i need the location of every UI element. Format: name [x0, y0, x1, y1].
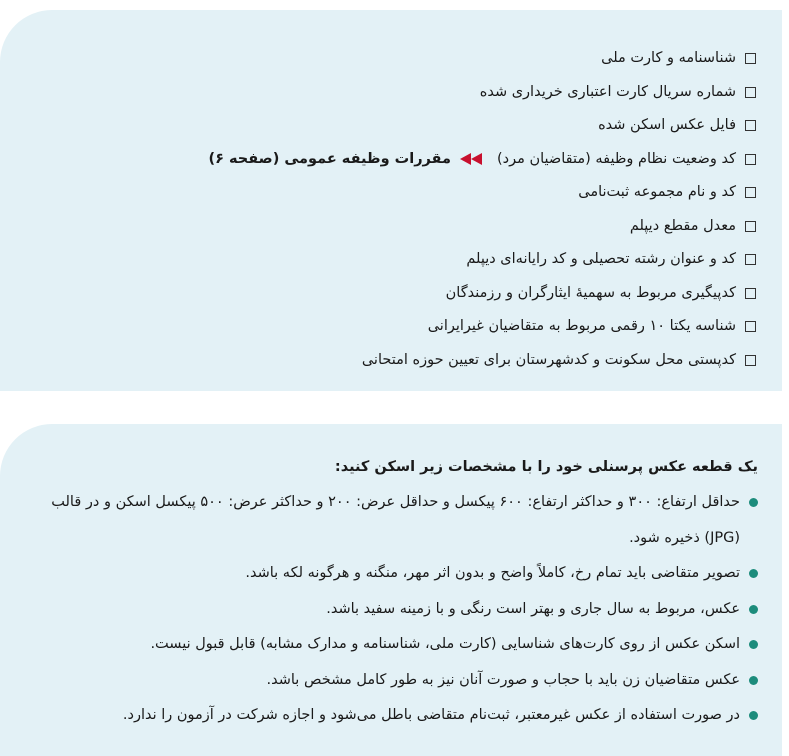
checklist-item-credit-card-serial [20, 76, 756, 110]
photo-requirement-item [20, 485, 758, 556]
photo-requirement-text: عکس متقاضیان زن باید با حجاب و صورت آنان نیز به طور کامل مشخص باشد. [266, 671, 740, 688]
military-regulations-link[interactable]: مقررات وظیفه عمومی (صفحه ۶) [208, 150, 451, 167]
checkbox[interactable] [745, 254, 756, 265]
photo-requirement-text: اسکن عکس از روی کارت‌های شناسایی (کارت ملی، شناسنامه و مدارک مشابه) قابل قبول نیست. [150, 636, 740, 652]
photo-requirement-item [20, 592, 758, 628]
bullet-dot-icon [749, 569, 758, 578]
photo-requirements-panel [0, 424, 782, 756]
checkbox[interactable] [745, 53, 756, 64]
checklist-item-diploma-gpa [20, 210, 756, 244]
photo-requirements-heading: یک قطعه عکس پرسنلی خود را با مشخصات زیر اسکن کنید: [334, 459, 758, 475]
photo-requirement-text: تصویر متقاضی باید تمام رخ، کاملاً واضح و بدون اثر مهر، منگنه و هرگونه لکه باشد. [245, 565, 740, 581]
checklist-item-field-code [20, 243, 756, 277]
bullet-dot-icon [749, 711, 758, 720]
checkbox[interactable] [745, 187, 756, 198]
checklist-item-scanned-photo [20, 109, 756, 143]
checklist-item-registration-group [20, 176, 756, 210]
photo-requirement-item [20, 698, 758, 734]
photo-requirement-item [20, 556, 758, 592]
bullet-dot-icon [749, 676, 758, 685]
checklist-item-label: شناسه یکتا ۱۰ رقمی مربوط به متقاضیان غیرایرانی [427, 318, 736, 334]
checkbox[interactable] [745, 355, 756, 366]
checkbox[interactable] [745, 120, 756, 131]
photo-requirement-text: عکس، مربوط به سال جاری و بهتر است رنگی و با زمینه سفید باشد. [326, 600, 740, 617]
checkbox[interactable] [745, 321, 756, 332]
checklist-item-military-status [20, 143, 756, 177]
checkbox[interactable] [745, 288, 756, 299]
bullet-dot-icon [749, 640, 758, 649]
checklist-item-label: معدل مقطع دیپلم [629, 217, 736, 234]
checklist-item-label: کد وضعیت نظام وظیفه (متقاضیان مرد) [496, 150, 736, 167]
checkbox[interactable] [745, 87, 756, 98]
checklist-item-foreign-id [20, 310, 756, 344]
checklist-item-label: شماره سریال کارت اعتباری خریداری شده [479, 83, 736, 100]
photo-requirement-item [20, 663, 758, 699]
checklist-item-label: کد و نام مجموعه ثبت‌نامی [578, 184, 736, 200]
photo-requirement-text: حداقل ارتفاع: ۳۰۰ و حداکثر ارتفاع: ۶۰۰ پیکسل و حداقل عرض: ۲۰۰ و حداکثر عرض: ۵۰۰ پیکسل اسکن و در قالب (JPG) ذخیره شود. [51, 494, 740, 546]
checklist-item-label: کد و عنوان رشته تحصیلی و کد رایانه‌ای دیپلم [466, 251, 736, 267]
checklist-item-label: کدپیگیری مربوط به سهمیهٔ ایثارگران و رزمندگان [445, 284, 736, 301]
bullet-dot-icon [749, 605, 758, 614]
double-left-arrow-icon [459, 153, 483, 165]
checklist-item-label: شناسنامه و کارت ملی [601, 50, 736, 66]
photo-requirements-list [20, 485, 758, 734]
checklist-item-label: فایل عکس اسکن شده [598, 117, 736, 133]
checkbox[interactable] [745, 154, 756, 165]
checklist-item-birth-certificate [20, 42, 756, 76]
checklist-item-label: کدپستی محل سکونت و کدشهرستان برای تعیین حوزه امتحانی [361, 351, 736, 368]
required-documents-panel [0, 10, 782, 391]
required-documents-checklist [20, 42, 756, 377]
checkbox[interactable] [745, 221, 756, 232]
checklist-item-postal-code [20, 344, 756, 378]
photo-requirement-text: در صورت استفاده از عکس غیرمعتبر، ثبت‌نام متقاضی باطل می‌شود و اجازه شرکت در آزمون را ندارد. [122, 707, 740, 723]
checklist-item-quota-tracking-code [20, 277, 756, 311]
military-regulations-reference [208, 143, 483, 177]
photo-requirement-item [20, 627, 758, 663]
bullet-dot-icon [749, 498, 758, 507]
